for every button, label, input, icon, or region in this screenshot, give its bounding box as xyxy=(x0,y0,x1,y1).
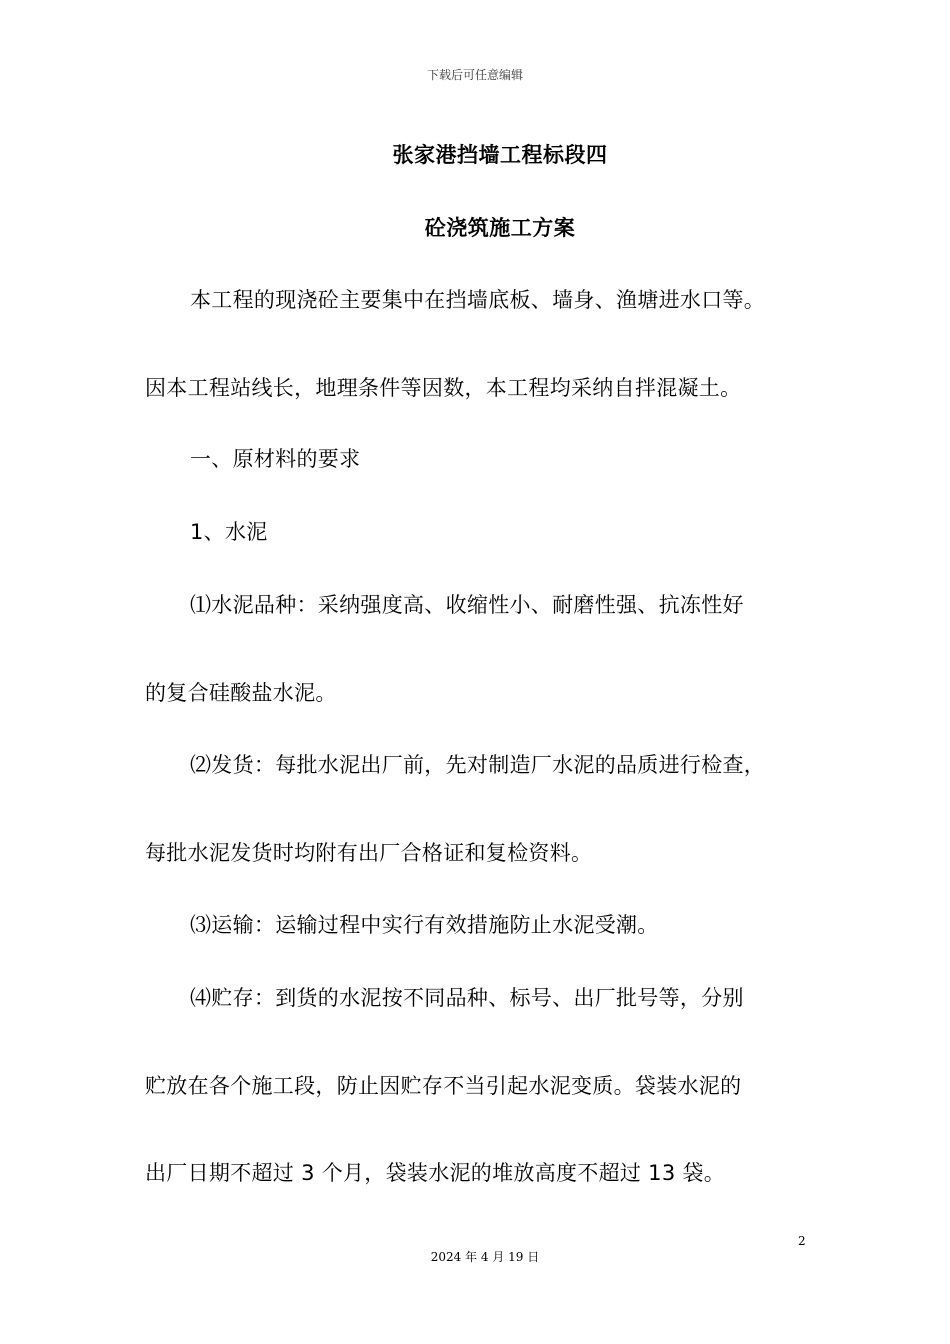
page-number: 2 xyxy=(798,1234,806,1248)
document-subtitle: 砼浇筑施工方案 xyxy=(424,216,576,240)
body-line: 本工程的现浇砼主要集中在挡墙底板、墙身、渔塘进水口等。 xyxy=(190,288,766,312)
body-line: 因本工程站线长，地理条件等因数，本工程均采纳自拌混凝土。 xyxy=(145,376,742,400)
body-line: ⑶运输：运输过程中实行有效措施防止水泥受潮。 xyxy=(190,913,659,937)
body-line: ⑷贮存：到货的水泥按不同品种、标号、出厂批号等，分别 xyxy=(190,986,744,1010)
body-line: ⑵发货：每批水泥出厂前，先对制造厂水泥的品质进行检查， xyxy=(190,753,766,777)
body-line: 出厂日期不超过 3 个月，袋装水泥的堆放高度不超过 13 袋。 xyxy=(145,1161,726,1185)
header-note: 下载后可任意编辑 xyxy=(426,68,523,82)
body-line: 贮放在各个施工段，防止因贮存不当引起水泥变质。袋装水泥的 xyxy=(145,1074,742,1098)
subsection-heading: 1、水泥 xyxy=(190,520,268,544)
footer-date: 2024 年 4 月 19 日 xyxy=(430,1250,540,1264)
document-title: 张家港挡墙工程标段四 xyxy=(392,143,608,167)
body-line: ⑴水泥品种：采纳强度高、收缩性小、耐磨性强、抗冻性好 xyxy=(190,593,744,617)
body-line: 的复合硅酸盐水泥。 xyxy=(145,681,337,705)
body-line: 每批水泥发货时均附有出厂合格证和复检资料。 xyxy=(145,841,593,865)
section-heading: 一、原材料的要求 xyxy=(190,447,361,471)
